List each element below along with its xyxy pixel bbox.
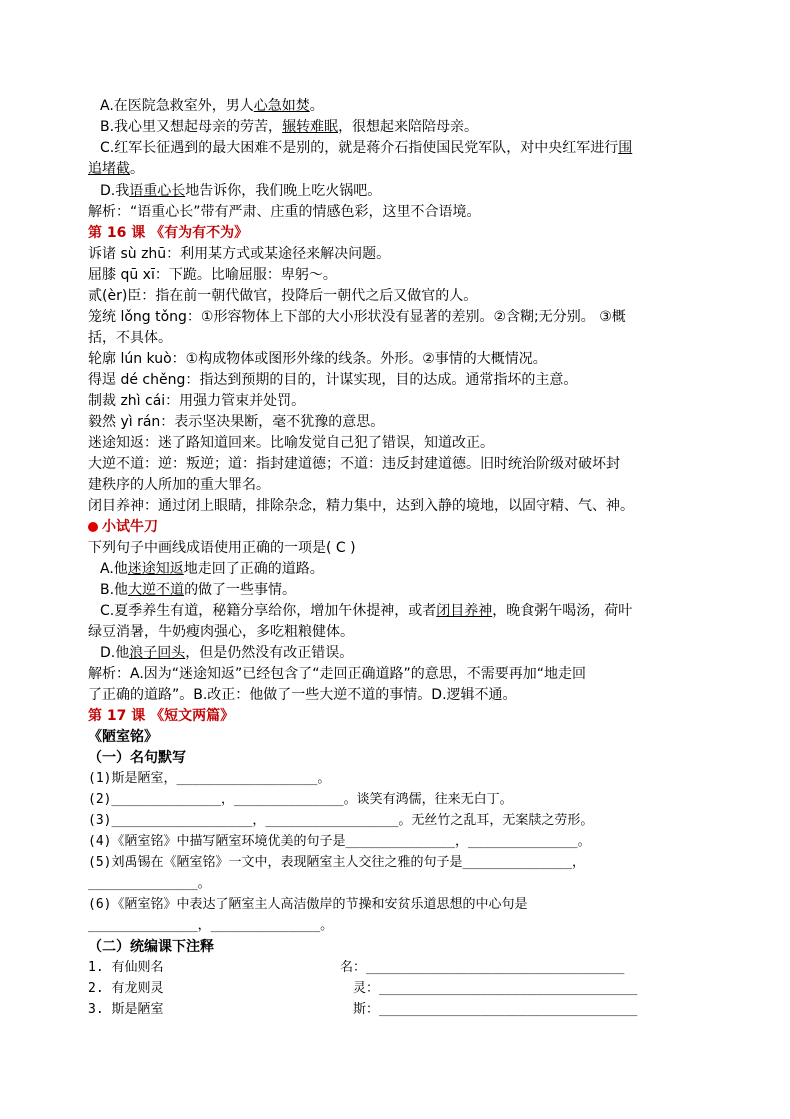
option-b: B.我心里又想起母亲的劳苦，辗转难眠，很想起来陪陪母亲。 xyxy=(100,119,479,135)
underlined-idiom: 浪子回头 xyxy=(129,645,186,661)
vocab-item: 轮廓 lún kuò：①构成物体或图形外缘的线条。外形。②事情的大概情况。 xyxy=(88,351,547,367)
note-answer: 斯：_________________________________ xyxy=(353,1002,638,1017)
underlined-idiom: 迷途知返 xyxy=(127,561,184,577)
vocab-item: 大逆不道：逆：叛逆；道：指封建道德；不道：违反封建道德。旧时统治阶级对破坏封 xyxy=(88,456,620,472)
vocab-item: 贰(èr)臣：指在前一朝代做官，投降后一朝代之后又做官的人。 xyxy=(88,288,478,304)
fill-item: (2)______________，______________。谈笑有鸿儒，往来无白丁。 xyxy=(88,792,513,807)
note-answer: 名：_________________________________ xyxy=(340,960,625,975)
option-d: D.我语重心长地告诉你，我们晚上吃火锅吧。 xyxy=(100,183,382,199)
analysis: 解析：A.因为“迷途知返”已经包含了“走回正确道路”的意思，不需要再加“地走回 xyxy=(88,666,587,682)
note-question: 3. 斯是陋室 xyxy=(88,1002,164,1017)
lesson-16-title: 第 16 课 《有为有不为》 xyxy=(88,225,249,241)
option-a: A.他迷途知返地走回了正确的道路。 xyxy=(100,561,324,577)
option-c-cont: 绿豆消暑，牛奶瘦肉强心，多吃粗粮健体。 xyxy=(88,624,354,640)
underlined-idiom: 大逆不道 xyxy=(128,582,185,598)
fill-item: (6)《陋室铭》中表达了陋室主人高洁傲岸的节操和安贫乐道思想的中心句是 xyxy=(88,897,528,912)
text-title: 《陋室铭》 xyxy=(88,729,158,745)
analysis: 解析：“语重心长”带有严肃、庄重的情感色彩，这里不合语境。 xyxy=(88,204,481,220)
note-question: 2. 有龙则灵 xyxy=(88,981,164,996)
section-heading: （二）统编课下注释 xyxy=(88,939,214,955)
bullet-dot-icon xyxy=(88,522,98,532)
option-a: A.在医院急救室外，男人心急如焚。 xyxy=(100,98,324,114)
vocab-item: 制裁 zhì cái：用强力管束并处罚。 xyxy=(88,393,306,409)
note-question: 1. 有仙则名 xyxy=(88,960,164,975)
underlined-idiom: 语重心长 xyxy=(129,183,186,199)
vocab-item: 迷途知返：迷了路知道回来。比喻发觉自己犯了错误，知道改正。 xyxy=(88,435,494,451)
fill-item: (3)__________________，_________________。无丝竹之乱耳，无案牍之劳形。 xyxy=(88,813,594,828)
option-c: C.红军长征遇到的最大困难不是别的，就是蒋介石指使国民党军队，对中央红军进行围 xyxy=(100,140,633,156)
underlined-idiom: 闭目养神 xyxy=(436,603,493,619)
question-stem: 下列句子中画线成语使用正确的一项是( C ) xyxy=(88,540,356,556)
lesson-17-title: 第 17 课 《短文两篇》 xyxy=(88,708,235,724)
fill-item-cont: ______________，______________。 xyxy=(88,918,334,933)
option-d: D.他浪子回头，但是仍然没有改正错误。 xyxy=(100,645,354,661)
fill-item-cont: ______________。 xyxy=(88,876,211,891)
underlined-idiom: 心急如焚 xyxy=(253,98,310,114)
analysis-cont: 了正确的道路”。B.改正：他做了一些大逆不道的事情。D.逻辑不通。 xyxy=(88,687,517,703)
vocab-item: 闭目养神：通过闭上眼睛，排除杂念，精力集中，达到入静的境地，以固守精、气、神。 xyxy=(88,498,634,514)
vocab-item: 得逞 dé chěng：指达到预期的目的，计谋实现，目的达成。通常指坏的主意。 xyxy=(88,372,578,388)
fill-item: (4)《陋室铭》中描写陋室环境优美的句子是______________，______________。 xyxy=(88,834,591,849)
fill-item: (5)刘禹锡在《陋室铭》一文中，表现陋室主人交往之雅的句子是______________， xyxy=(88,855,586,870)
vocab-item-cont: 括，不具体。 xyxy=(88,330,172,346)
underlined-idiom: 追堵截 xyxy=(88,161,130,177)
underlined-idiom: 辗转难眠 xyxy=(282,119,339,135)
practice-heading: 小试牛刀 xyxy=(88,517,158,537)
vocab-item: 笼统 lǒng tǒng：①形容物体上下部的大小形状没有显著的差别。②含糊;无分别。 ③概 xyxy=(88,309,626,325)
option-c: C.夏季养生有道，秘籍分享给你，增加午休提神，或者闭目养神，晚食粥午喝汤，荷叶 xyxy=(100,603,633,619)
fill-item: (1)斯是陋室，__________________。 xyxy=(88,771,331,786)
vocab-item: 屈膝 qū xī：下跪。比喻屈服：卑躬～。 xyxy=(88,267,337,283)
section-heading: （一）名句默写 xyxy=(88,750,186,766)
vocab-item-cont: 建秩序的人所加的重大罪名。 xyxy=(88,477,270,493)
vocab-item: 毅然 yì rán：表示坚决果断，毫不犹豫的意思。 xyxy=(88,414,385,430)
vocab-item: 诉诸 sù zhū：利用某方式或某途径来解决问题。 xyxy=(88,246,391,262)
option-b: B.他大逆不道的做了一些事情。 xyxy=(100,582,297,598)
note-answer: 灵：_________________________________ xyxy=(353,981,638,996)
option-c-cont: 追堵截。 xyxy=(88,161,144,177)
